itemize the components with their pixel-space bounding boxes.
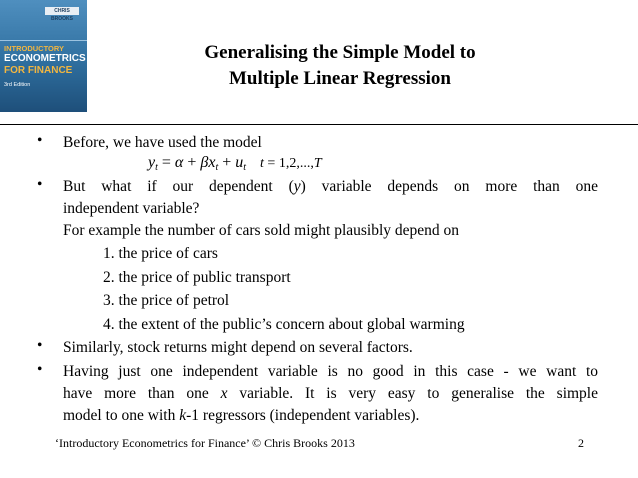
example-line: For example the number of cars sold might plausibly depend on	[63, 222, 460, 239]
eq-x: x	[208, 154, 216, 171]
book-cover-stripe	[0, 40, 87, 41]
slide-title-line1: Generalising the Simple Model to	[204, 42, 476, 63]
eq-sub-t: t	[155, 162, 158, 173]
book-cover-author: CHRIS BROOKS	[45, 7, 79, 15]
text-run: ) variable depends on more than one	[300, 178, 598, 195]
example-list	[103, 242, 465, 336]
book-cover-line3: FOR FINANCE	[4, 65, 73, 76]
page-number: 2	[578, 436, 584, 450]
variable-k: k	[179, 407, 187, 424]
bullet-text	[63, 176, 598, 242]
eq-range: = 1,2,...,	[263, 156, 314, 171]
bullet-line	[63, 383, 598, 405]
eq-T: T	[313, 156, 322, 171]
book-cover-image	[0, 0, 87, 112]
bullet-marker: •	[37, 361, 43, 378]
bullet-text: Before, we have used the model	[63, 134, 262, 151]
footer-source: ‘Introductory Econometrics for Finance’ © Chris Brooks 2013	[55, 436, 355, 450]
variable-y: y	[293, 178, 301, 195]
list-item: 4. the extent of the public’s concern about global warming	[103, 315, 465, 333]
bullet-marker: •	[37, 176, 43, 193]
bullet-line: independent variable?	[63, 200, 200, 217]
book-cover-line2: ECONOMETRICS	[4, 53, 86, 64]
text-run: -1 regressors (independent variables).	[186, 407, 420, 424]
bullet-text: Similarly, stock returns might depend on several factors.	[63, 339, 413, 356]
book-cover-line1: INTRODUCTORY	[4, 44, 64, 53]
eq-plus: +	[218, 154, 236, 171]
text-run: have more than one	[63, 385, 221, 402]
model-equation	[148, 154, 322, 173]
eq-sub-t: t	[243, 162, 247, 173]
list-item: 3. the price of petrol	[103, 292, 230, 309]
list-item: 1. the price of cars	[103, 245, 218, 262]
bullet-line: Having just one independent variable is no good in this case - we want to	[63, 363, 598, 380]
slide-title-line2: Multiple Linear Regression	[228, 68, 452, 89]
eq-beta: β	[200, 154, 209, 171]
text-run: But what if our dependent (	[63, 178, 294, 195]
bullet-line	[63, 176, 598, 198]
slide-title	[100, 40, 580, 92]
eq-equals: =	[157, 154, 175, 171]
bullet-marker: •	[37, 337, 43, 354]
text-run: variable. It is very easy to generalise the simple	[227, 385, 598, 402]
variable-x: x	[220, 385, 228, 402]
title-divider	[0, 124, 638, 125]
bullet-text	[63, 361, 598, 427]
bullet-line	[63, 405, 598, 427]
bullet-marker: •	[37, 132, 43, 149]
list-item: 2. the price of public transport	[103, 268, 291, 286]
eq-u: u	[235, 154, 244, 171]
eq-sub-t: t	[215, 162, 219, 173]
eq-y: y	[148, 154, 156, 171]
book-cover-edition: 3rd Edition	[4, 82, 31, 88]
eq-plus: +	[183, 154, 201, 171]
eq-range-t: t	[260, 156, 264, 171]
eq-alpha: α	[174, 154, 184, 171]
text-run: model to one with	[63, 407, 180, 424]
